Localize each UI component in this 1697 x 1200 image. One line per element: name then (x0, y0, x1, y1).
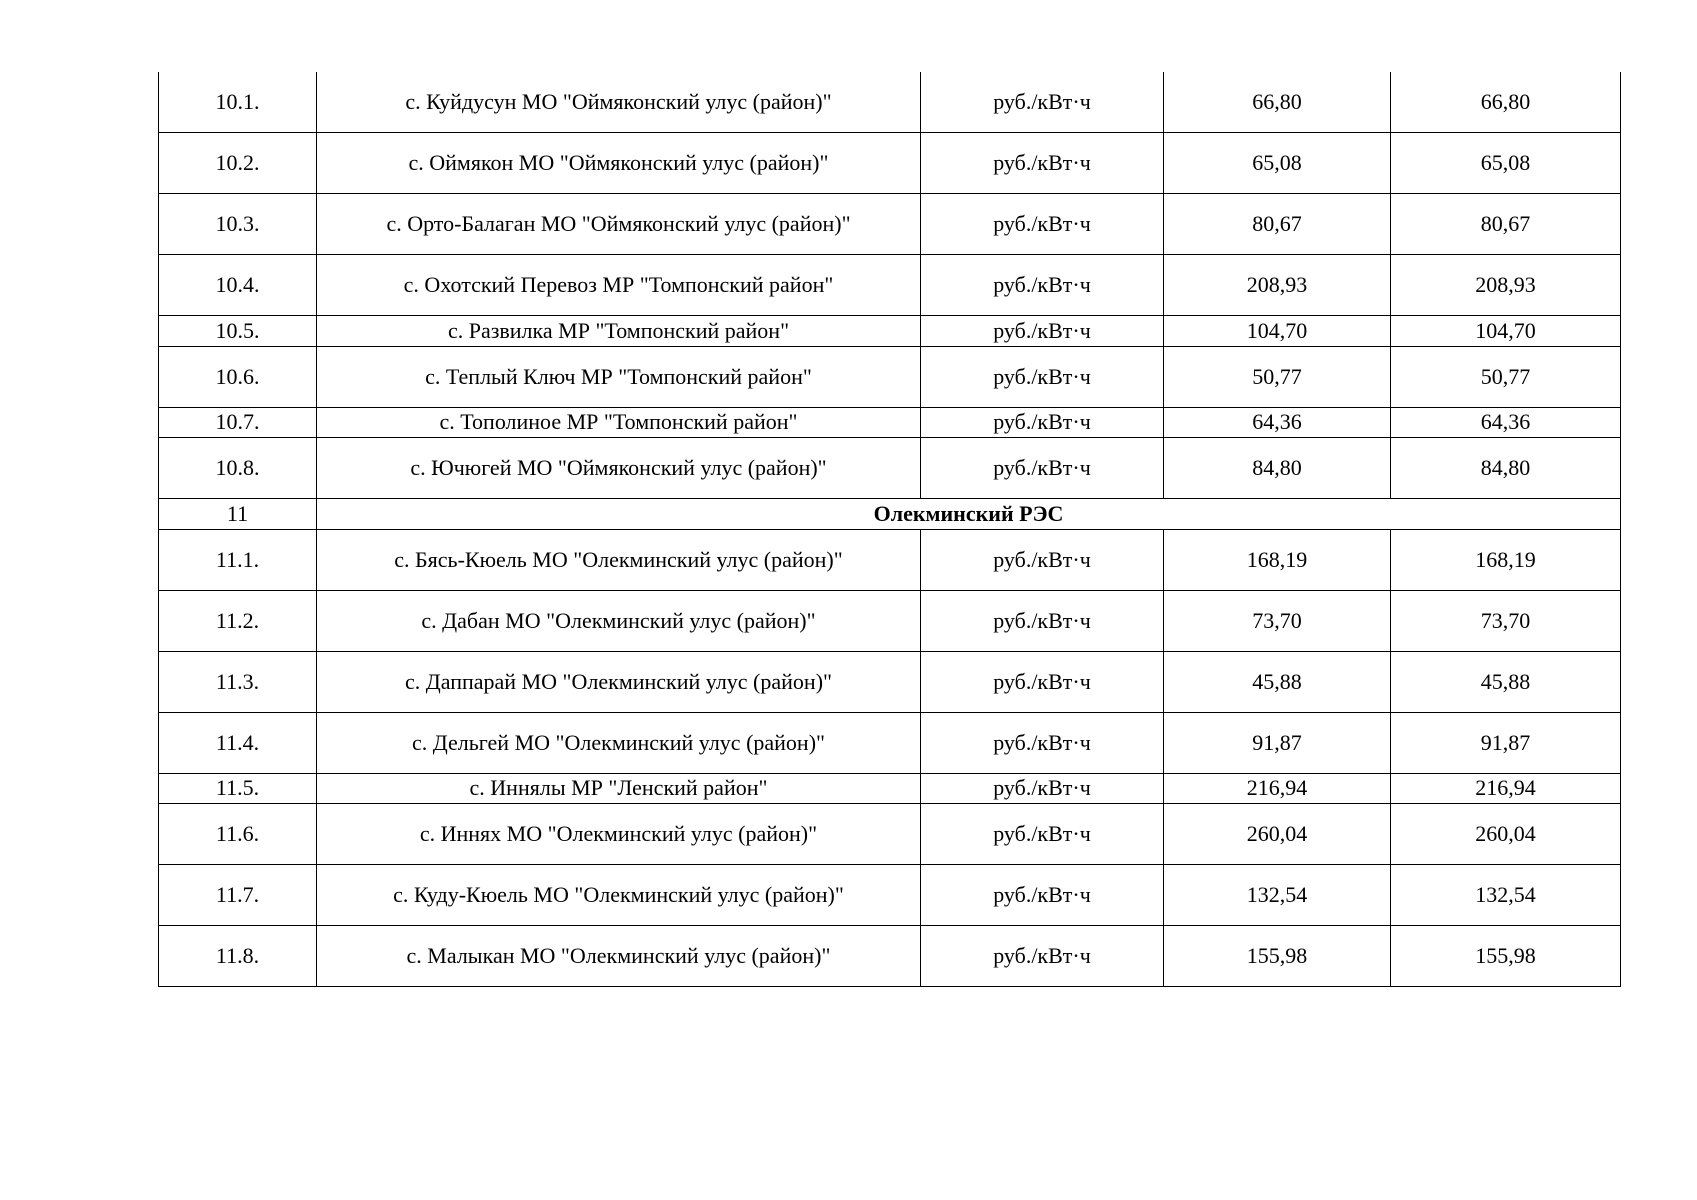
tariff-value-cell-1: 216,94 (1164, 773, 1391, 804)
row-number-cell: 10.5. (159, 316, 317, 347)
row-number-cell: 11.5. (159, 773, 317, 804)
settlement-cell: с. Охотский Перевоз МР "Томпонский район" (317, 255, 921, 316)
row-number-cell: 11.7. (159, 865, 317, 926)
unit-cell: руб./кВт·ч (921, 773, 1164, 804)
table-row (159, 590, 1621, 651)
settlement-cell: с. Иннялы МР "Ленский район" (317, 773, 921, 804)
table-row (159, 926, 1621, 987)
tariff-table (158, 72, 1621, 987)
tariff-value-cell-2: 45,88 (1391, 651, 1621, 712)
table-row (159, 529, 1621, 590)
table-row (159, 133, 1621, 194)
tariff-value-cell-2: 91,87 (1391, 712, 1621, 773)
tariff-value-cell-2: 65,08 (1391, 133, 1621, 194)
tariff-value-cell-2: 64,36 (1391, 407, 1621, 438)
tariff-value-cell-1: 64,36 (1164, 407, 1391, 438)
unit-cell: руб./кВт·ч (921, 529, 1164, 590)
settlement-cell: с. Иннях МО "Олекминский улус (район)" (317, 804, 921, 865)
row-number-cell: 11.8. (159, 926, 317, 987)
tariff-value-cell-1: 84,80 (1164, 438, 1391, 499)
tariff-value-cell-2: 216,94 (1391, 773, 1621, 804)
tariff-value-cell-2: 132,54 (1391, 865, 1621, 926)
unit-cell: руб./кВт·ч (921, 316, 1164, 347)
settlement-cell: с. Ючюгей МО "Оймяконский улус (район)" (317, 438, 921, 499)
unit-cell: руб./кВт·ч (921, 590, 1164, 651)
table-row (159, 194, 1621, 255)
table-row (159, 407, 1621, 438)
unit-cell: руб./кВт·ч (921, 651, 1164, 712)
unit-cell: руб./кВт·ч (921, 712, 1164, 773)
tariff-value-cell-2: 104,70 (1391, 316, 1621, 347)
tariff-value-cell-2: 168,19 (1391, 529, 1621, 590)
settlement-cell: с. Тополиное МР "Томпонский район" (317, 407, 921, 438)
table-row (159, 712, 1621, 773)
tariff-value-cell-2: 80,67 (1391, 194, 1621, 255)
table-row (159, 255, 1621, 316)
table-row (159, 865, 1621, 926)
tariff-value-cell-2: 73,70 (1391, 590, 1621, 651)
settlement-cell: с. Даппарай МО "Олекминский улус (район)" (317, 651, 921, 712)
settlement-cell: с. Бясь-Кюель МО "Олекминский улус (район)" (317, 529, 921, 590)
row-number-cell: 10.2. (159, 133, 317, 194)
table-row (159, 438, 1621, 499)
settlement-cell: с. Дельгей МО "Олекминский улус (район)" (317, 712, 921, 773)
unit-cell: руб./кВт·ч (921, 926, 1164, 987)
unit-cell: руб./кВт·ч (921, 407, 1164, 438)
table-row (159, 316, 1621, 347)
table-row (159, 773, 1621, 804)
table-row (159, 346, 1621, 407)
tariff-value-cell-1: 73,70 (1164, 590, 1391, 651)
row-number-cell: 10.4. (159, 255, 317, 316)
tariff-value-cell-2: 84,80 (1391, 438, 1621, 499)
tariff-value-cell-2: 208,93 (1391, 255, 1621, 316)
settlement-cell: с. Куйдусун МО "Оймяконский улус (район)" (317, 72, 921, 133)
unit-cell: руб./кВт·ч (921, 194, 1164, 255)
tariff-value-cell-1: 65,08 (1164, 133, 1391, 194)
row-number-cell: 11.3. (159, 651, 317, 712)
table-row (159, 72, 1621, 133)
tariff-value-cell-2: 50,77 (1391, 346, 1621, 407)
tariff-value-cell-2: 66,80 (1391, 72, 1621, 133)
row-number-cell: 11.2. (159, 590, 317, 651)
row-number-cell: 10.1. (159, 72, 317, 133)
tariff-value-cell-2: 260,04 (1391, 804, 1621, 865)
unit-cell: руб./кВт·ч (921, 438, 1164, 499)
settlement-cell: с. Дабан МО "Олекминский улус (район)" (317, 590, 921, 651)
settlement-cell: с. Теплый Ключ МР "Томпонский район" (317, 346, 921, 407)
row-number-cell: 11.4. (159, 712, 317, 773)
table-row (159, 651, 1621, 712)
row-number-cell: 10.6. (159, 346, 317, 407)
unit-cell: руб./кВт·ч (921, 346, 1164, 407)
tariff-value-cell-1: 45,88 (1164, 651, 1391, 712)
tariff-value-cell-1: 50,77 (1164, 346, 1391, 407)
settlement-cell: с. Оймякон МО "Оймяконский улус (район)" (317, 133, 921, 194)
row-number-cell: 10.7. (159, 407, 317, 438)
row-number-cell: 10.8. (159, 438, 317, 499)
settlement-cell: с. Орто-Балаган МО "Оймяконский улус (район)" (317, 194, 921, 255)
unit-cell: руб./кВт·ч (921, 255, 1164, 316)
section-row (159, 499, 1621, 530)
table-row (159, 804, 1621, 865)
tariff-value-cell-1: 66,80 (1164, 72, 1391, 133)
tariff-value-cell-1: 168,19 (1164, 529, 1391, 590)
section-number: 11 (159, 499, 317, 530)
tariff-value-cell-1: 104,70 (1164, 316, 1391, 347)
unit-cell: руб./кВт·ч (921, 865, 1164, 926)
tariff-value-cell-1: 155,98 (1164, 926, 1391, 987)
unit-cell: руб./кВт·ч (921, 133, 1164, 194)
row-number-cell: 11.1. (159, 529, 317, 590)
tariff-value-cell-1: 91,87 (1164, 712, 1391, 773)
settlement-cell: с. Куду-Кюель МО "Олекминский улус (район)" (317, 865, 921, 926)
unit-cell: руб./кВт·ч (921, 804, 1164, 865)
tariff-table-body (159, 72, 1621, 987)
row-number-cell: 11.6. (159, 804, 317, 865)
tariff-value-cell-1: 208,93 (1164, 255, 1391, 316)
settlement-cell: с. Малыкан МО "Олекминский улус (район)" (317, 926, 921, 987)
row-number-cell: 10.3. (159, 194, 317, 255)
tariff-value-cell-1: 260,04 (1164, 804, 1391, 865)
tariff-value-cell-1: 80,67 (1164, 194, 1391, 255)
unit-cell: руб./кВт·ч (921, 72, 1164, 133)
section-title: Олекминский РЭС (317, 499, 1621, 530)
tariff-value-cell-1: 132,54 (1164, 865, 1391, 926)
settlement-cell: с. Развилка МР "Томпонский район" (317, 316, 921, 347)
tariff-value-cell-2: 155,98 (1391, 926, 1621, 987)
